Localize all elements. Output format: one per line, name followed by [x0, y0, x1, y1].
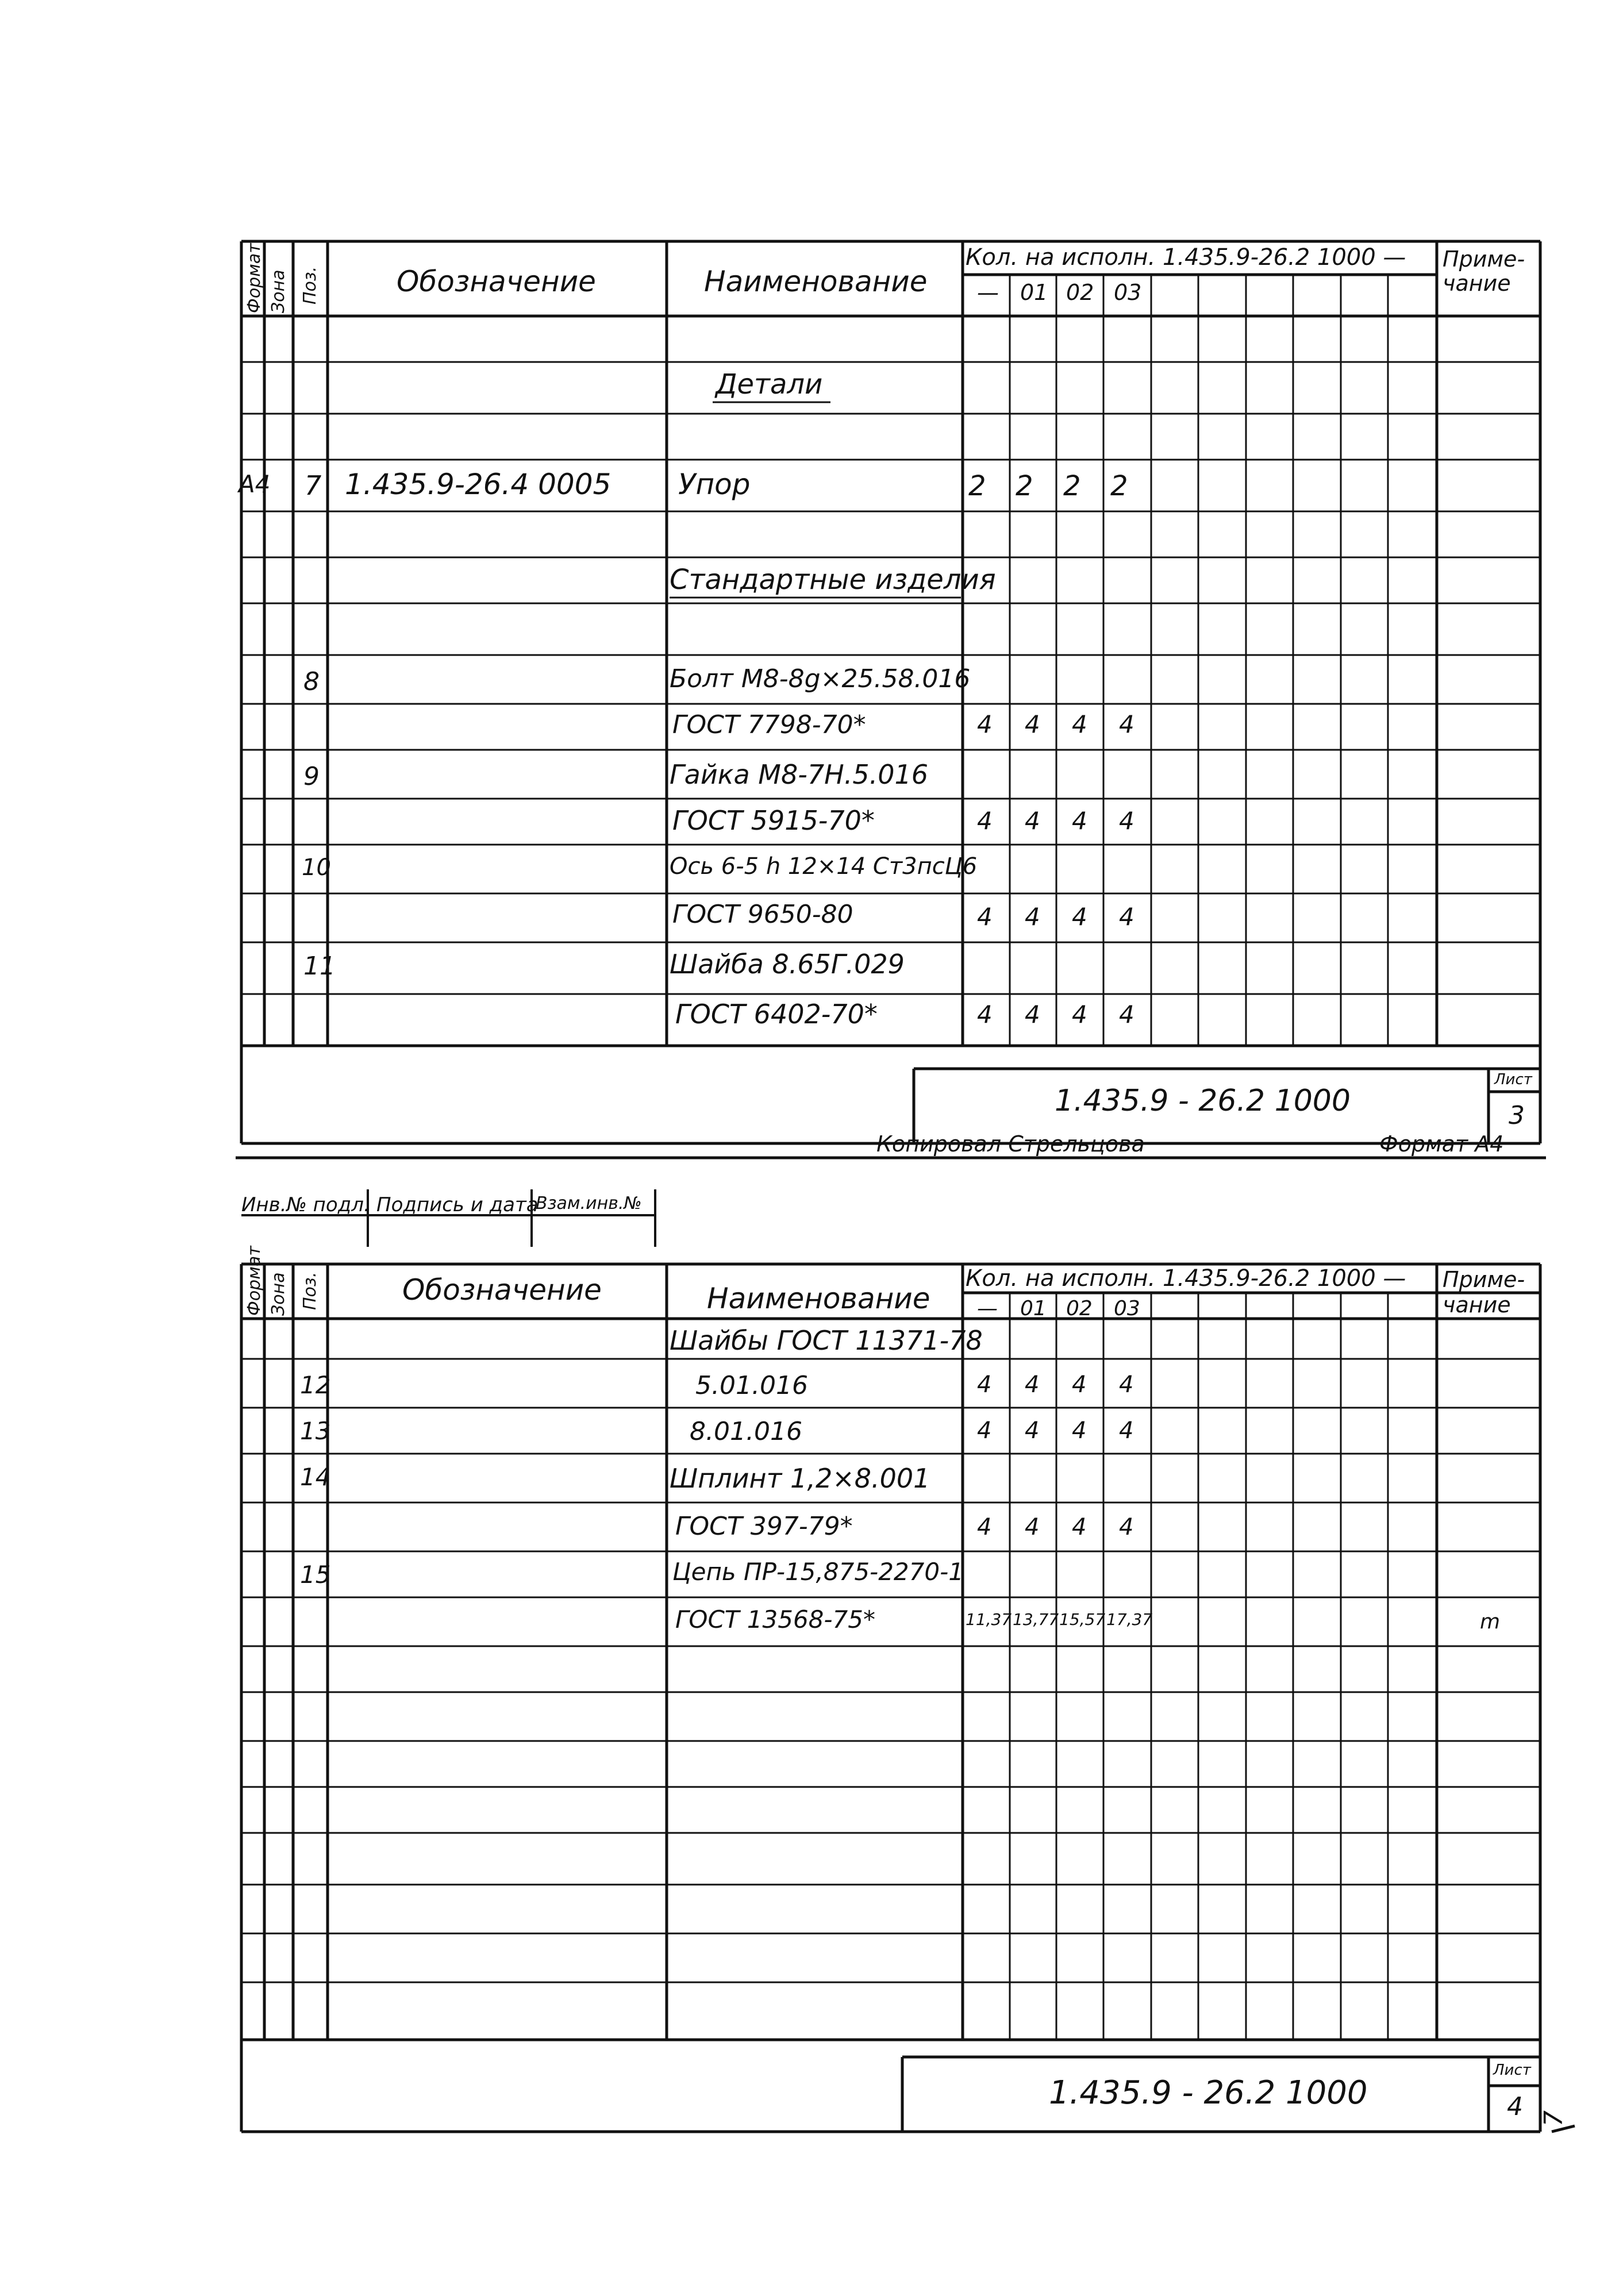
- section-standard-items: Стандартные изделия: [670, 564, 996, 596]
- row-qty: 4: [977, 1000, 993, 1028]
- row-qty: 4: [1072, 903, 1087, 931]
- variant-01: 01: [1020, 1297, 1047, 1320]
- row-qty: 4: [1025, 710, 1040, 738]
- header-name: Наименование: [707, 1282, 930, 1315]
- row-qty: 4: [977, 1417, 992, 1444]
- header-position: Поз.: [300, 266, 320, 305]
- row-name: ГОСТ 397-79*: [675, 1512, 853, 1541]
- row-qty: 4: [1119, 710, 1134, 738]
- row-qty: 4: [1072, 1514, 1087, 1540]
- variant-03: 03: [1114, 1297, 1140, 1320]
- copied-by: Копировал Стрельцова: [876, 1131, 1145, 1157]
- row-qty: 4: [1072, 1372, 1087, 1398]
- row-position: 9: [303, 762, 320, 791]
- row-name: Шплинт 1,2×8.001: [670, 1463, 930, 1494]
- row-qty: 4: [977, 710, 993, 738]
- margin-mark: 7: [1539, 2110, 1568, 2127]
- row-qty: 11,37: [966, 1610, 1012, 1629]
- header-zone: Зона: [268, 1272, 289, 1316]
- row-qty: 4: [1025, 1417, 1040, 1444]
- header-quantity: Кол. на исполн. 1.435.9-26.2 1000 —: [966, 1265, 1406, 1292]
- header-position: Поз.: [300, 1272, 320, 1310]
- row-name: Ось 6-5 h 12×14 Ст3псЦ6: [670, 853, 978, 880]
- row-qty: 2: [1016, 470, 1033, 502]
- row-name: ГОСТ 5915-70*: [672, 805, 875, 836]
- row-qty: 2: [1063, 470, 1081, 502]
- signature-date-label: Подпись и дата: [376, 1193, 539, 1216]
- row-qty: 4: [1072, 710, 1087, 738]
- row-qty: 4: [977, 903, 993, 931]
- row-position: 7: [305, 470, 322, 501]
- row-name: 8.01.016: [690, 1417, 802, 1446]
- row-position: 11: [303, 951, 336, 981]
- row-name: Гайка М8-7Н.5.016: [670, 759, 929, 790]
- row-qty: 4: [1025, 903, 1040, 931]
- row-name: ГОСТ 7798-70*: [672, 710, 866, 739]
- row-note: m: [1480, 1610, 1501, 1634]
- row-qty: 4: [1119, 1372, 1134, 1398]
- sheet-number: 3: [1509, 1101, 1525, 1130]
- row-qty: 4: [1119, 1417, 1134, 1444]
- row-qty: 4: [1025, 1000, 1040, 1028]
- row-name: Шайба 8.65Г.029: [670, 949, 905, 980]
- row-qty: 4: [1119, 1000, 1134, 1028]
- row-qty: 2: [1110, 470, 1128, 502]
- row-position: 13: [300, 1417, 331, 1445]
- sheet-label: Лист: [1493, 2062, 1531, 2079]
- row-qty: 4: [1119, 807, 1134, 835]
- row-qty: 4: [1025, 1514, 1040, 1540]
- specification-sheet-4: [0, 1235, 1623, 2296]
- header-designation: Обозначение: [402, 1273, 602, 1307]
- header-note: Приме-чание: [1443, 1267, 1525, 1317]
- header-note: Приме-чание: [1443, 246, 1525, 296]
- row-name: Цепь ПР-15,875-2270-1: [672, 1558, 964, 1586]
- sheet-4-grid: [0, 1235, 1623, 2296]
- document-code: 1.435.9 - 26.2 1000: [1049, 2074, 1368, 2112]
- header-format: Формат: [244, 243, 264, 313]
- row-position: 8: [303, 667, 320, 696]
- row-name: 5.01.016: [695, 1371, 808, 1400]
- row-qty: 4: [1025, 807, 1040, 835]
- row-qty: 4: [1072, 807, 1087, 835]
- header-format: Формат: [244, 1246, 264, 1316]
- header-name: Наименование: [704, 265, 928, 298]
- variant-01: 01: [1020, 280, 1048, 305]
- row-qty: 2: [968, 470, 986, 502]
- inventory-number-label: Инв.№ подл.: [241, 1193, 370, 1216]
- row-qty: 4: [1119, 903, 1134, 931]
- row-position: 14: [300, 1463, 331, 1491]
- row-format: А4: [239, 470, 271, 498]
- row-position: 15: [300, 1561, 331, 1589]
- row-position: 12: [300, 1371, 331, 1399]
- paper-format: Формат А4: [1379, 1131, 1504, 1157]
- row-qty: 15,57: [1059, 1610, 1106, 1629]
- section-details: Детали: [716, 368, 823, 400]
- row-name: ГОСТ 13568-75*: [675, 1605, 875, 1634]
- header-zone: Зона: [268, 269, 289, 313]
- variant-base: —: [977, 280, 999, 305]
- variant-base: —: [977, 1297, 998, 1320]
- row-name: Шайбы ГОСТ 11371-78: [670, 1325, 983, 1356]
- row-qty: 4: [977, 1372, 992, 1398]
- sheet-label: Лист: [1494, 1071, 1532, 1088]
- row-qty: 4: [977, 1514, 992, 1540]
- row-position: 10: [302, 854, 331, 881]
- row-designation: 1.435.9-26.4 0005: [345, 468, 611, 501]
- row-name: Упор: [678, 468, 751, 501]
- variant-02: 02: [1066, 280, 1094, 305]
- row-name: ГОСТ 6402-70*: [675, 999, 878, 1030]
- replacement-inventory-label: Взам.инв.№: [536, 1193, 642, 1214]
- row-qty: 13,77: [1013, 1610, 1059, 1629]
- row-name: Болт М8-8g×25.58.016: [670, 664, 971, 694]
- row-qty: 17,37: [1106, 1610, 1153, 1629]
- row-name: ГОСТ 9650-80: [672, 900, 853, 929]
- row-qty: 4: [977, 807, 993, 835]
- row-qty: 4: [1072, 1000, 1087, 1028]
- header-quantity: Кол. на исполн. 1.435.9-26.2 1000 —: [966, 244, 1406, 271]
- sheet-number: 4: [1507, 2092, 1523, 2121]
- header-designation: Обозначение: [397, 265, 596, 298]
- row-qty: 4: [1025, 1372, 1040, 1398]
- row-qty: 4: [1072, 1417, 1087, 1444]
- document-code: 1.435.9 - 26.2 1000: [1055, 1084, 1351, 1118]
- variant-03: 03: [1114, 280, 1142, 305]
- variant-02: 02: [1066, 1297, 1093, 1320]
- row-qty: 4: [1119, 1514, 1134, 1540]
